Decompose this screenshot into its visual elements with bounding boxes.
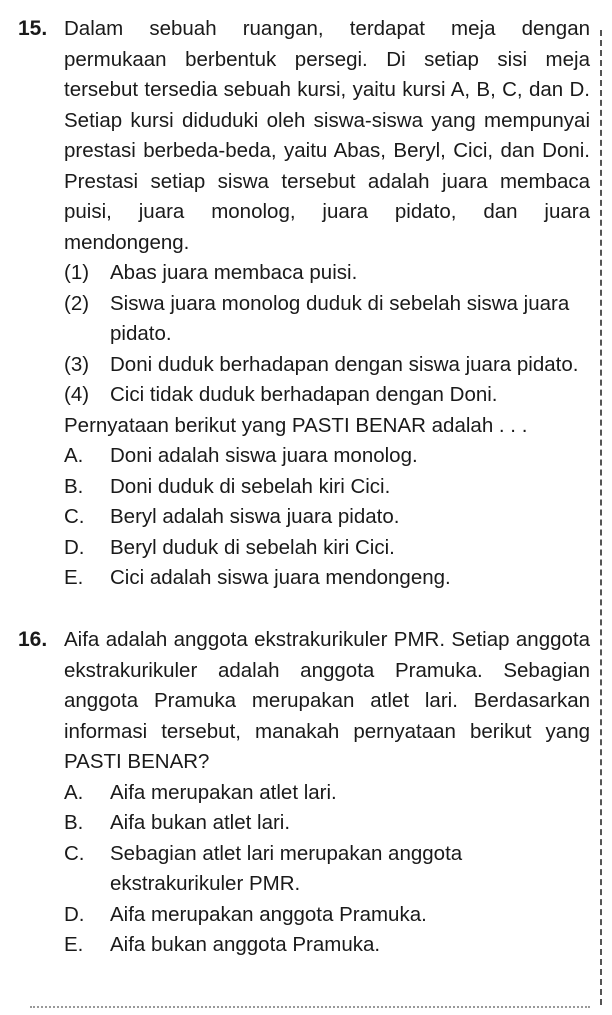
- option-text: Beryl duduk di sebelah kiri Cici.: [110, 535, 395, 559]
- option-text: Aifa bukan atlet lari.: [110, 811, 291, 834]
- question-body: [64, 14, 590, 594]
- condition-text: Abas juara membaca puisi.: [110, 261, 358, 284]
- option-letter: A.: [64, 780, 84, 804]
- question-15: [18, 14, 590, 594]
- option-text: Aifa merupakan anggota Pramuka.: [110, 902, 427, 926]
- option-a[interactable]: [64, 441, 590, 472]
- question-stem: Dalam sebuah ruangan, terdapat meja dengan permukaan berbentuk persegi. Di setiap sisi meja tersebut tersedia sebuah kursi, yaitu kursi A, B, C, dan D. Setiap kursi diduduki oleh siswa-siswa yang mempunyai prestasi berbeda-beda, yaitu Abas, Beryl, Cici, dan Doni. Prestasi setiap siswa tersebut adalah juara membaca puisi, juara monolog, juara pidato, dan juara mendongeng.: [64, 17, 590, 254]
- option-d[interactable]: [64, 533, 590, 564]
- option-text: Doni duduk di sebelah kiri Cici.: [110, 474, 391, 498]
- option-c[interactable]: [64, 502, 590, 533]
- condition-mark: (3): [64, 352, 90, 376]
- option-b[interactable]: [64, 472, 590, 503]
- option-text: Beryl adalah siswa juara pidato.: [110, 505, 400, 528]
- option-d[interactable]: [64, 900, 590, 931]
- option-list: [64, 778, 590, 961]
- option-letter: C.: [64, 841, 85, 865]
- option-text: Cici adalah siswa juara mendongeng.: [110, 566, 451, 589]
- condition-text: Cici tidak duduk berhadapan dengan Doni.: [110, 383, 498, 406]
- option-letter: D.: [64, 535, 85, 559]
- condition-mark: (1): [64, 261, 90, 284]
- option-letter: C.: [64, 505, 85, 528]
- condition-item: [64, 258, 590, 289]
- question-stem: Aifa adalah anggota ekstrakurikuler PMR. Setiap anggota ekstrakurikuler adalah anggota Pramuka. Sebagian anggota Pramuka merupakan atlet lari. Berdasarkan informasi tersebut, manakah pernyataan berikut yang PASTI BENAR?: [64, 628, 590, 773]
- option-letter: E.: [64, 566, 84, 589]
- condition-item: [64, 350, 590, 381]
- option-text: Sebagian atlet lari merupakan anggota ekstrakurikuler PMR.: [110, 841, 463, 895]
- option-e[interactable]: [64, 563, 590, 594]
- condition-mark: (4): [64, 383, 90, 406]
- bottom-dotted-line: [30, 1006, 590, 1008]
- option-text: Doni adalah siswa juara monolog.: [110, 444, 418, 467]
- condition-mark: (2): [64, 291, 90, 315]
- question-16: [18, 625, 590, 961]
- option-a[interactable]: [64, 778, 590, 809]
- condition-text: Siswa juara monolog duduk di sebelah siswa juara pidato.: [110, 291, 570, 345]
- condition-text: Doni duduk berhadapan dengan siswa juara pidato.: [110, 352, 579, 376]
- option-letter: B.: [64, 474, 84, 498]
- option-letter: D.: [64, 902, 85, 926]
- question-number: 15.: [18, 17, 48, 40]
- question-number: 16.: [18, 628, 48, 651]
- option-text: Aifa merupakan atlet lari.: [110, 780, 337, 804]
- option-list: [64, 441, 590, 594]
- condition-list: [64, 258, 590, 411]
- option-e[interactable]: [64, 930, 590, 961]
- column-divider: [600, 30, 602, 1005]
- option-letter: A.: [64, 444, 84, 467]
- condition-item: [64, 380, 590, 411]
- option-letter: B.: [64, 811, 84, 834]
- question-body: [64, 625, 590, 961]
- option-c[interactable]: [64, 839, 590, 900]
- question-prompt: Pernyataan berikut yang PASTI BENAR adalah . . .: [64, 413, 528, 437]
- option-letter: E.: [64, 933, 84, 956]
- option-b[interactable]: [64, 808, 590, 839]
- option-text: Aifa bukan anggota Pramuka.: [110, 933, 381, 956]
- condition-item: [64, 289, 590, 350]
